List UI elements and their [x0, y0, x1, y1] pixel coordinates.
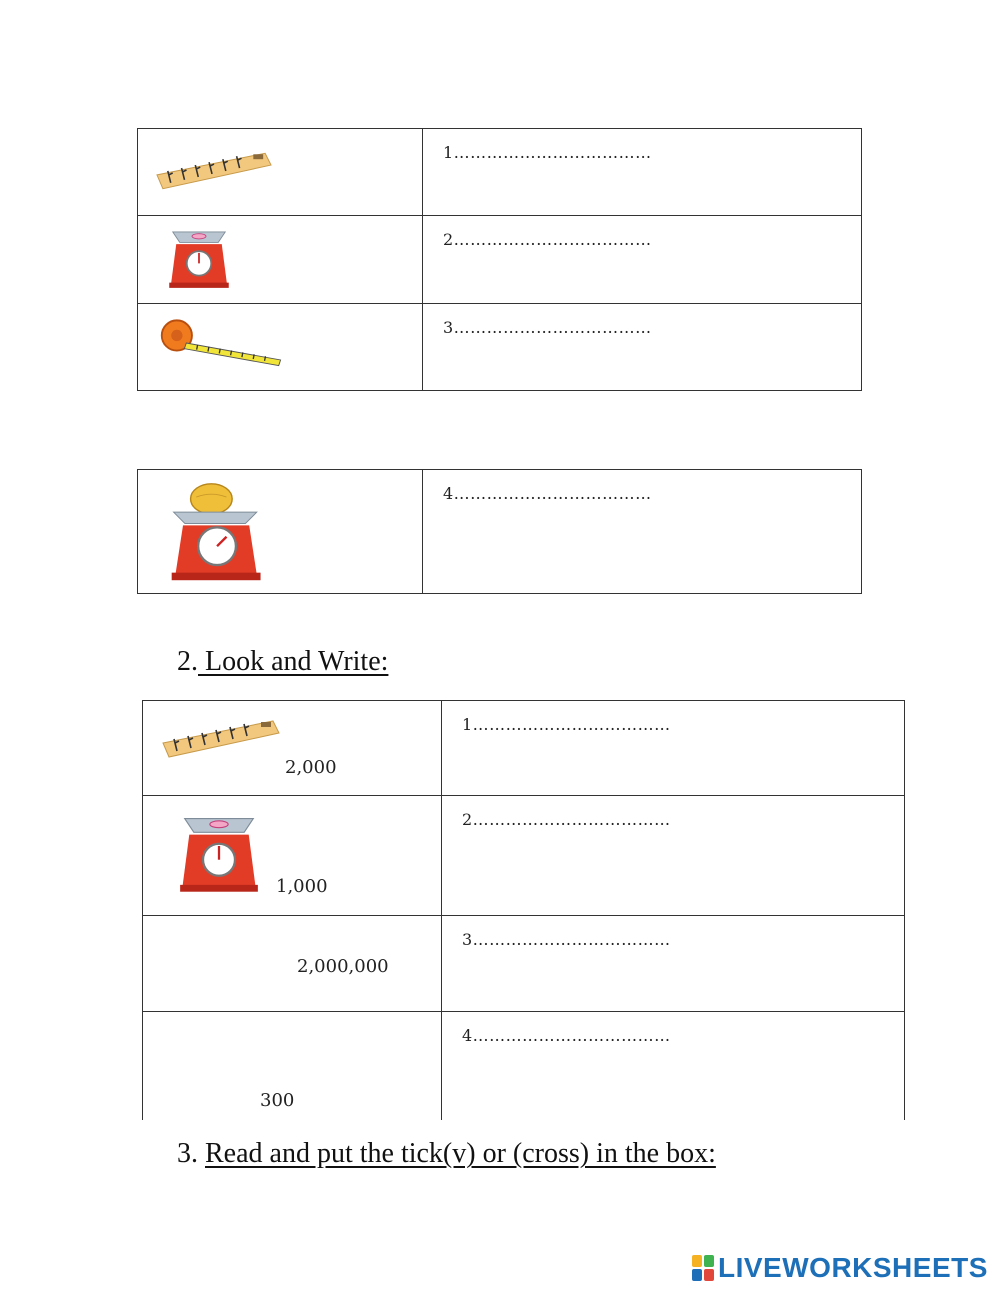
ruler-icon: [161, 713, 281, 763]
section-number: 3.: [177, 1138, 198, 1169]
logo-text: LIVEWORKSHEETS: [718, 1252, 988, 1283]
section-3-heading: [177, 1138, 716, 1170]
answer-blank-3[interactable]: 3………………………………: [462, 930, 671, 949]
answer-blank-3[interactable]: 3………………………………: [443, 318, 652, 337]
logo-mark-icon: [692, 1255, 714, 1281]
answer-blank-2[interactable]: 2………………………………: [443, 230, 652, 249]
answer-cell[interactable]: [442, 916, 905, 1012]
kitchen-scale-icon: [164, 228, 234, 290]
answer-blank-4[interactable]: 4………………………………: [462, 1026, 671, 1045]
liveworksheets-logo[interactable]: [692, 1252, 988, 1284]
answer-cell[interactable]: [442, 1012, 905, 1121]
logo-square: [692, 1255, 702, 1267]
image-cell: [143, 701, 442, 796]
look-and-write-table: [142, 700, 905, 1120]
image-cell: [143, 1012, 442, 1121]
tape-measure-icon: [158, 314, 290, 372]
answer-blank-2[interactable]: 2………………………………: [462, 810, 671, 829]
answer-cell[interactable]: [442, 701, 905, 796]
answer-cell[interactable]: [442, 796, 905, 916]
image-cell: [138, 304, 423, 391]
value-label: 2,000: [285, 757, 337, 778]
logo-square: [692, 1269, 702, 1281]
image-cell: [143, 916, 442, 1012]
logo-square: [704, 1269, 714, 1281]
image-cell: [138, 470, 423, 594]
logo-square: [704, 1255, 714, 1267]
scale-with-bread-icon: [166, 480, 270, 584]
answer-cell[interactable]: [423, 216, 862, 304]
value-label: 2,000,000: [297, 956, 389, 977]
answer-cell[interactable]: [423, 129, 862, 216]
section-title: Read and put the tick(v) or (cross) in the box:: [205, 1138, 716, 1169]
section-2-heading: [177, 646, 388, 678]
value-label: 300: [260, 1090, 295, 1111]
answer-cell[interactable]: [423, 470, 862, 594]
section-title: Look and Write:: [198, 646, 389, 677]
value-label: 1,000: [276, 876, 328, 897]
answer-cell[interactable]: [423, 304, 862, 391]
measuring-tools-table: [137, 128, 862, 391]
image-cell: [143, 796, 442, 916]
measuring-tools-table-extra: [137, 469, 862, 594]
image-cell: [138, 129, 423, 216]
answer-blank-4[interactable]: 4………………………………: [443, 484, 652, 503]
answer-blank-1[interactable]: 1………………………………: [462, 715, 671, 734]
ruler-icon: [155, 145, 273, 195]
section-number: 2.: [177, 646, 198, 677]
look-and-write-table-wrap: [142, 700, 906, 1120]
image-cell: [138, 216, 423, 304]
kitchen-scale-icon: [173, 814, 265, 894]
answer-blank-1[interactable]: 1………………………………: [443, 143, 652, 162]
